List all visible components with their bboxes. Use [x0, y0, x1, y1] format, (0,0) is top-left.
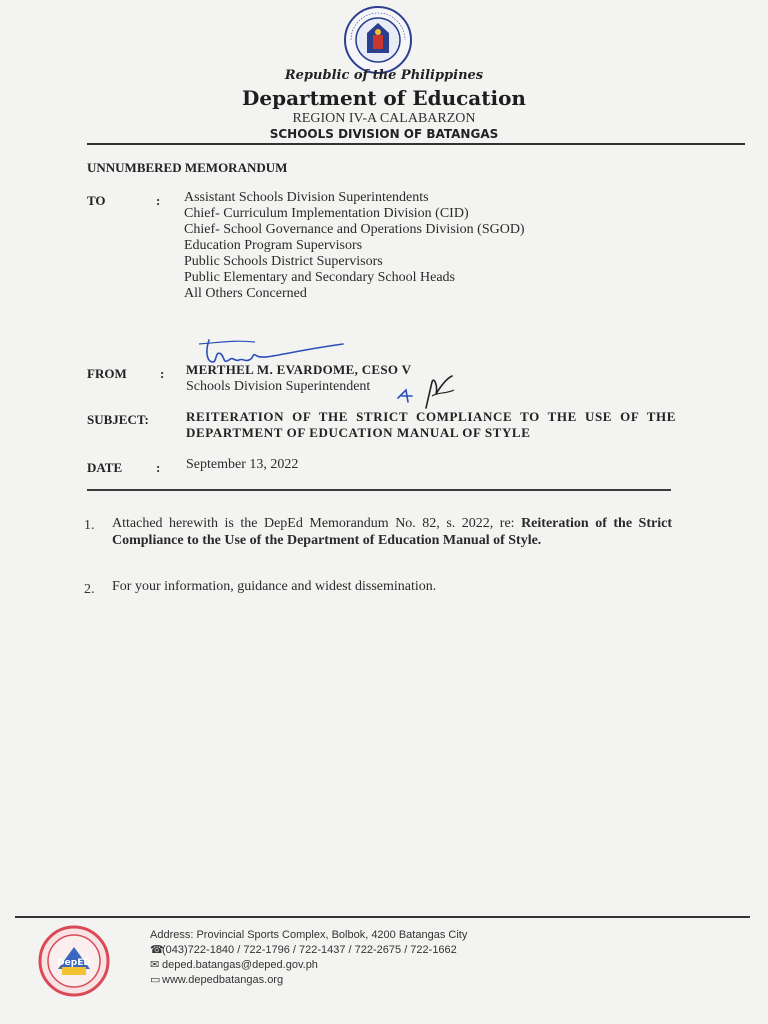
- subject-text: REITERATION OF THE STRICT COMPLIANCE TO THE USE OF THE DEPARTMENT OF EDUCATION MANUAL OF STYLE: [186, 409, 676, 440]
- footer-website[interactable]: www.depedbatangas.org: [162, 974, 284, 986]
- memo-type: UNNUMBERED MEMORANDUM: [87, 160, 288, 175]
- recipient-item: Public Schools District Supervisors: [184, 254, 383, 269]
- footer-contact: [150, 928, 467, 988]
- deped-batangas-logo: [38, 925, 110, 997]
- footer-divider: [15, 916, 750, 918]
- item-text-bold: Reiteration of the Strict Compliance to the Use of the Department of Education Manual of Style.: [112, 516, 672, 548]
- recipient-item: Chief- School Governance and Operations Division (SGOD): [184, 222, 525, 237]
- recipient-item: Public Elementary and Secondary School Heads: [184, 270, 455, 285]
- header-divider: [87, 143, 745, 145]
- footer-website-line: [150, 973, 467, 988]
- date-colon: :: [156, 460, 161, 475]
- item-text: For your information, guidance and widest dissemination.: [112, 579, 437, 594]
- recipient-item: Education Program Supervisors: [184, 238, 363, 253]
- svg-text:DepED: DepED: [57, 958, 91, 968]
- to-colon: :: [156, 193, 161, 208]
- recipient-item: All Others Concerned: [184, 286, 307, 301]
- region-heading: REGION IV-A CALABARZON: [292, 111, 476, 126]
- recipient-list: [184, 190, 525, 302]
- to-label: TO: [87, 193, 106, 208]
- from-colon: :: [160, 366, 165, 381]
- republic-heading: Republic of the Philippines: [284, 68, 484, 83]
- sender-name: MERTHEL M. EVARDOME, CESO V: [186, 362, 412, 377]
- division-heading: SCHOOLS DIVISION OF BATANGAS: [269, 127, 499, 141]
- department-heading: Department of Education: [242, 86, 526, 110]
- sender-title: Schools Division Superintendent: [186, 379, 371, 394]
- subject-label: SUBJECT:: [87, 412, 149, 427]
- recipient-item: Chief- Curriculum Implementation Division (CID): [184, 206, 469, 221]
- deped-seal: [343, 5, 413, 75]
- computer-icon: ▭: [150, 974, 161, 986]
- envelope-icon: ✉: [150, 959, 160, 971]
- phone-icon: ☎: [150, 944, 164, 956]
- handwritten-initials: [392, 368, 462, 413]
- item-number: 2.: [84, 582, 95, 597]
- item-text-plain: Attached herewith is the DepEd Memorandum No. 82, s. 2022, re:: [112, 516, 522, 531]
- footer-email[interactable]: deped.batangas@deped.gov.ph: [162, 959, 318, 971]
- date-label: DATE: [87, 460, 123, 475]
- footer-phone: (043)722-1840 / 722-1796 / 722-1437 / 722-2675 / 722-1662: [162, 944, 457, 956]
- body-divider: [87, 489, 671, 491]
- item-text: [112, 515, 672, 549]
- footer-address: Address: Provincial Sports Complex, Bolbok, 4200 Batangas City: [150, 929, 468, 941]
- recipient-item: Assistant Schools Division Superintendents: [184, 190, 429, 205]
- footer-email-line: [150, 958, 467, 973]
- item-number: 1.: [84, 518, 95, 533]
- memo-date: September 13, 2022: [186, 457, 299, 472]
- from-label: FROM: [87, 366, 127, 381]
- footer-phone-line: [150, 943, 467, 958]
